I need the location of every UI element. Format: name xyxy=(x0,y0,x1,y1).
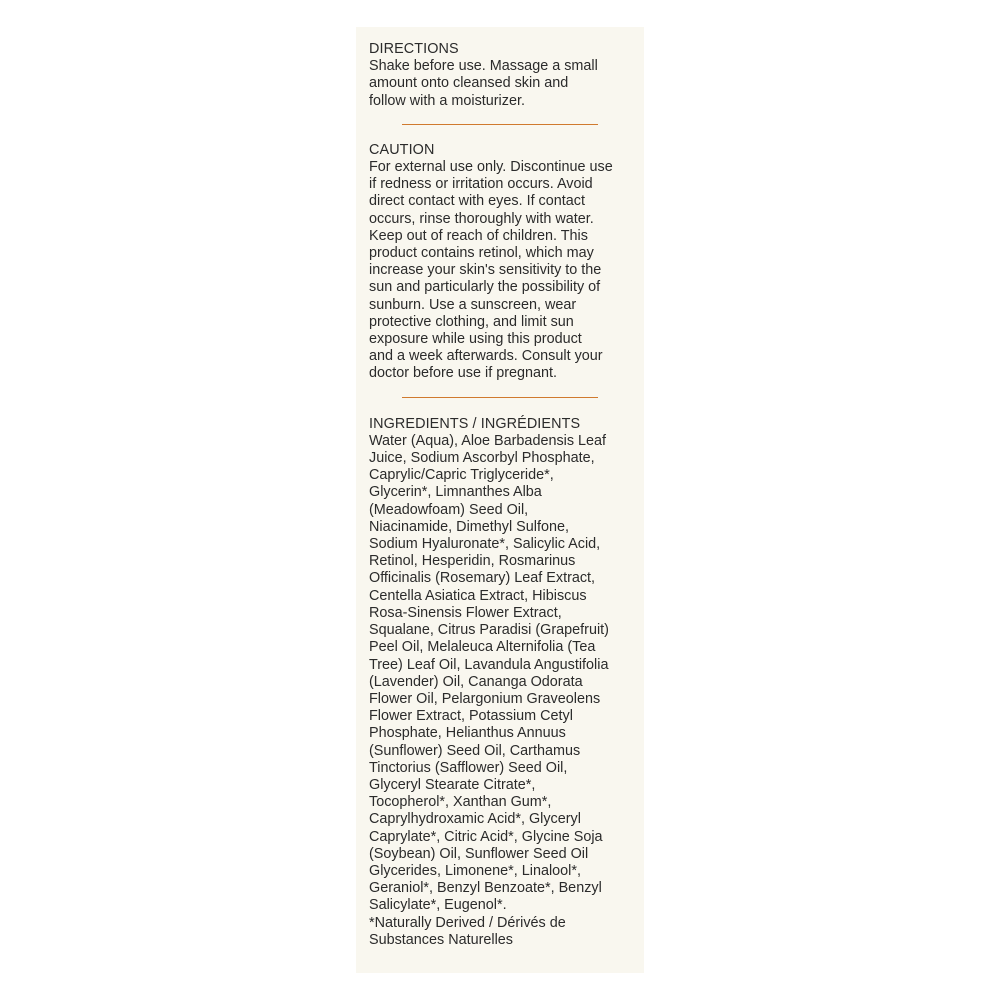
ingredients-footnote-line: *Naturally Derived / Dérivés de xyxy=(369,914,566,931)
ingredients-line: Tinctorius (Safflower) Seed Oil, xyxy=(369,759,568,776)
caution-line: increase your skin's sensitivity to the xyxy=(369,262,602,279)
caution-line: protective clothing, and limit sun xyxy=(369,313,574,330)
ingredients-line: Officinalis (Rosemary) Leaf Extract, xyxy=(369,570,596,587)
ingredients-line: Caprylic/Capric Triglyceride*, xyxy=(369,467,554,484)
ingredients-line: Sodium Hyaluronate*, Salicylic Acid, xyxy=(369,536,601,553)
ingredients-line: Retinol, Hesperidin, Rosmarinus xyxy=(369,553,576,570)
caution-section xyxy=(369,142,636,383)
ingredients-line: Phosphate, Helianthus Annuus xyxy=(369,725,566,742)
caution-text xyxy=(369,159,636,383)
caution-line: if redness or irritation occurs. Avoid xyxy=(369,176,593,193)
ingredients-line: Caprylhydroxamic Acid*, Glyceryl xyxy=(369,811,581,828)
directions-line: Shake before use. Massage a small xyxy=(369,58,598,75)
section-divider xyxy=(402,124,598,125)
ingredients-line: Rosa-Sinensis Flower Extract, xyxy=(369,604,562,621)
caution-line: occurs, rinse thoroughly with water. xyxy=(369,210,594,227)
ingredients-line: Glycerin*, Limnanthes Alba xyxy=(369,484,542,501)
ingredients-line: Water (Aqua), Aloe Barbadensis Leaf xyxy=(369,432,607,449)
caution-line: For external use only. Discontinue use xyxy=(369,159,613,176)
ingredients-line: Centella Asiatica Extract, Hibiscus xyxy=(369,587,587,604)
caution-line: and a week afterwards. Consult your xyxy=(369,348,603,365)
ingredients-footnote-line: Substances Naturelles xyxy=(369,931,513,948)
caution-line: product contains retinol, which may xyxy=(369,245,594,262)
directions-line: follow with a moisturizer. xyxy=(369,92,525,109)
ingredients-line: (Sunflower) Seed Oil, Carthamus xyxy=(369,742,581,759)
directions-text xyxy=(369,58,636,110)
ingredients-line: (Meadowfoam) Seed Oil, xyxy=(369,501,529,518)
ingredients-line: Tree) Leaf Oil, Lavandula Angustifolia xyxy=(369,656,609,673)
caution-line: sunburn. Use a sunscreen, wear xyxy=(369,296,577,313)
ingredients-line: Niacinamide, Dimethyl Sulfone, xyxy=(369,518,569,535)
ingredients-line: Tocopherol*, Xanthan Gum*, xyxy=(369,794,552,811)
ingredients-line: (Soybean) Oil, Sunflower Seed Oil xyxy=(369,845,589,862)
ingredients-line: Flower Oil, Pelargonium Graveolens xyxy=(369,690,601,707)
caution-line: Keep out of reach of children. This xyxy=(369,227,588,244)
ingredients-line: Squalane, Citrus Paradisi (Grapefruit) xyxy=(369,622,609,639)
ingredients-line: Peel Oil, Melaleuca Alternifolia (Tea xyxy=(369,639,596,656)
ingredients-section xyxy=(369,416,636,949)
ingredients-line: Flower Extract, Potassium Cetyl xyxy=(369,708,573,725)
caution-line: exposure while using this product xyxy=(369,331,582,348)
directions-heading: DIRECTIONS xyxy=(369,41,459,57)
section-divider xyxy=(402,397,598,398)
ingredients-heading: INGREDIENTS / INGRÉDIENTS xyxy=(369,415,581,432)
directions-section xyxy=(369,41,636,110)
caution-line: doctor before use if pregnant. xyxy=(369,365,557,382)
caution-heading: CAUTION xyxy=(369,141,435,158)
ingredients-text xyxy=(369,433,636,949)
ingredients-line: Salicylate*, Eugenol*. xyxy=(369,897,507,914)
caution-line: sun and particularly the possibility of xyxy=(369,279,601,296)
ingredients-line: Geraniol*, Benzyl Benzoate*, Benzyl xyxy=(369,880,602,897)
directions-line: amount onto cleansed skin and xyxy=(369,75,569,92)
ingredients-line: Glycerides, Limonene*, Linalool*, xyxy=(369,862,581,879)
ingredients-line: (Lavender) Oil, Cananga Odorata xyxy=(369,673,583,690)
ingredients-line: Caprylate*, Citric Acid*, Glycine Soja xyxy=(369,828,603,845)
caution-line: direct contact with eyes. If contact xyxy=(369,193,585,210)
ingredients-line: Juice, Sodium Ascorbyl Phosphate, xyxy=(369,450,595,467)
label-panel xyxy=(356,27,644,973)
ingredients-line: Glyceryl Stearate Citrate*, xyxy=(369,776,536,793)
